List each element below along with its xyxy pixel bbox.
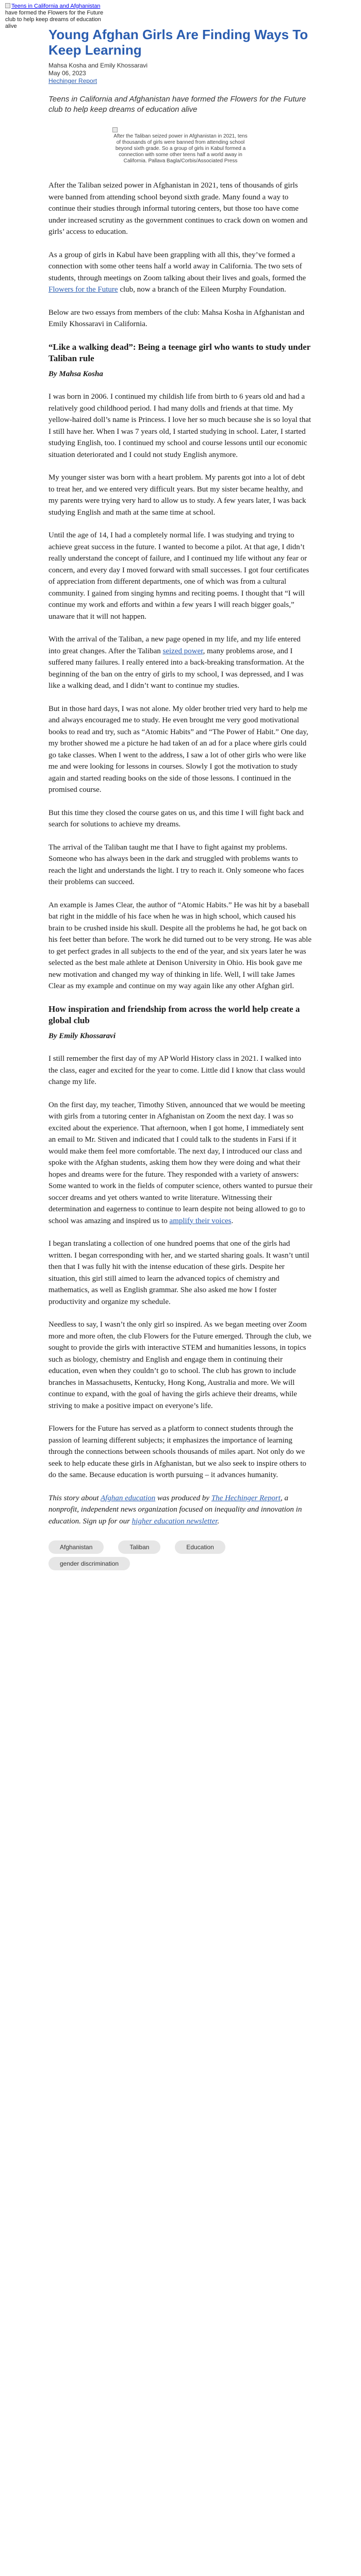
essay-byline: By Emily Khossaravi [48,1031,116,1040]
article-container [36,27,325,1567]
essay-paragraph: But this time they closed the course gates on us, and this time I will fight back and search for solutions to achieve my dreams. [48,808,304,828]
essay-paragraph: My younger sister was born with a heart problem. My parents got into a lot of debt to treat her, and we entered very difficult years. But my sister became healthy, and my parents were trying very hard to allow us to study. A few years later, I was back studying English and math at the same time at school. [48,473,306,517]
flowers-for-the-future-link[interactable]: Flowers for the Future [48,285,118,294]
essay-paragraph: Needless to say, I wasn’t the only girl so inspired. As we began meeting over Zoom more and more often, the club Flowers for the Future emerged. Through the club, we sought to provide the girls with interactive STEM and humanities lessons, in topics such as biology, chemistry and English and engage them in continuing their education, even when they couldn’t go to school. The club has grown to include branches in Massachusetts, Kentucky, Hong Kong, Australia and more. We will continue to expand, with the goal of having the girls achieve their dreams, while striving to make a positive impact on everyone’s life. [48,1320,311,1410]
header-image-alt-text: have formed the Flowers for the Future club to help keep dreams of education alive [5,10,104,29]
byline-block [48,62,313,85]
intro-paragraph: As a group of girls in Kabul have been grappling with all this, they’ve formed a connection with some other teens half a world away in California. The two sets of students, through meetings on Zoom talking about their lives and goals, formed the Flowers for the Future club, now a branch of the Eileen Murphy Foundation. [48,250,306,294]
article-body [36,180,325,1527]
hero-image-placeholder [112,126,249,133]
hero-figure [112,126,249,164]
essay-paragraph: Flowers for the Future has served as a platform to connect students through the passion of learning different subjects; it emphasizes the importance of learning through the connections between schools thousands of miles apart. Not only do we seek to help educate these girls in Afghanistan, but we also seek to inspire others to do the same. Because education is worth pursuing – it advances humanity. [48,1425,306,1479]
amplify-voices-link[interactable]: amplify their voices [169,1216,232,1225]
essay-paragraph: I still remember the first day of my AP World History class in 2021. I walked into the class, eager and excited for the year to come. Little did I know that class would change my life. [48,1055,305,1086]
hero-alt-text: After the Taliban seized power in Afghanistan in 2021, tens of thousands of girls were banned from attending school beyond sixth grade. So a group of girls in Kabul formed a connection with some other teens half a world away in California. [113,133,248,164]
essay-paragraph: An example is James Clear, the author of “Atomic Habits.” He was hit by a baseball bat right in the middle of his face when he was in high school, which caused his brain to be crushed inside his skull. Despite all the problems he had, he got back on his feet better than before. The work he did turned out to be very strong. He was able to get perfect grades in all subjects to the end of the year, and six years later he was selected as the best male athlete at Denison University in Ohio. His book gave me new motivation and changed my way of thinking in life. Well, I will take James Clear as my example and continue on my way again like any other Afghan girl. [48,901,311,990]
tag-chip[interactable]: Taliban [118,1540,160,1554]
essay-heading: How inspiration and friendship from across the world help create a global club [48,1004,300,1025]
article-title[interactable]: Young Afghan Girls Are Finding Ways To Keep Learning [48,27,308,58]
afghan-education-link[interactable]: Afghan education [101,1494,156,1502]
essay-paragraph: I was born in 2006. I continued my childish life from birth to 6 years old and had a relatively good childhood period. I had many dolls and friends at that time. My yellow-haired doll’s name is Princess. I love her so much because she is so loyal that I still have her. When I was 7 years old, I started studying in school. Later, I started studying English, too. I continued my school and course lessons until our economic situation deteriorated and I could not study English anymore. [48,393,311,459]
tag-list-extra [36,1560,325,1567]
essay-paragraph: On the first day, my teacher, Timothy Stiven, announced that we would be meeting with girls from a tutoring center in Afghanistan on Zoom the next day. I was so excited about the experience. That afternoon, when I got home, I immediately sent an email to Mr. Stiven and indicated that I could talk to the students in Farsi if it would make them feel more comfortable. The next day, I introduced our class and spoke with the Afghan students, asking them how they were doing and what their hopes and dreams were for the future. They responded with a variety of answers: Some wanted to work in the fields of computer science, others wanted to pursue their soccer dreams and yet others wanted to write literature. Witnessing their determination and eagerness to continue to learn despite not being allowed to go to school was amazing and inspired us to amplify their voices. [48,1100,313,1225]
broken-image-icon [112,127,118,132]
seized-power-link[interactable]: seized power [162,647,203,655]
essay-paragraph: But in those hard days, I was not alone. My older brother tried very hard to help me and always encouraged me to study. He even brought me very good motivational books to read and try, such as “Atomic Habits” and “The Power of Habit.” One day, my brother showed me a picture he had taken of an ad for a place where girls could go take classes. When I went to the address, I saw a lot of other girls who were like me and were looking for lessons in courses. Slowly I got the motivation to study again and started reading books on the side of those lessons. I continued in the promised course. [48,704,308,794]
essay-paragraph: With the arrival of the Taliban, a new page opened in my life, and my life entered into great changes. After the Taliban seized power, many problems arose, and I suffered many failures. I really entered into a back-breaking transformation. At the beginning of the ban on the entry of girls to my school, I was depressed, and I was like a walking dead, and I didn’t want to continue my studies. [48,635,304,690]
tag-chip[interactable]: gender discrimination [48,1557,130,1570]
intro-paragraph: Below are two essays from members of the club: Mahsa Kosha in Afghanistan and Emily Khossaravi in California. [48,308,305,328]
publish-date: May 06, 2023 [48,70,86,77]
intro-paragraph: After the Taliban seized power in Afghanistan in 2021, tens of thousands of girls were banned from attending school beyond sixth grade. Many found a way to continue their studies through informal tutoring centers, but those too have come under increased scrutiny as the government continues to crack down on women and girls’ access to education. [48,181,308,236]
hero-credit: Pallava Bagla/Corbis/Associated Press [148,158,238,164]
tag-chip[interactable]: Education [175,1540,225,1554]
newsletter-signup-link[interactable]: higher education newsletter [132,1517,218,1526]
essay-paragraph: Until the age of 14, I had a completely normal life. I was studying and trying to achieve great success in the future. I wanted to become a pilot. At that age, I didn’t really understand the concept of failure, and I continued my life without any fear or concern, and every day I moved forward with small successes. I got four certificates of appreciation from different departments, one of which was from a cultural community. I gained from singing hymns and reciting poems. I thought that “I will continue my work and efforts and within a few years I will reach bigger goals,” unaware that it will not happen. [48,531,309,621]
publisher-link[interactable]: Hechinger Report [48,77,97,84]
essay-paragraph: The arrival of the Taliban taught me that I have to fight against my problems. Someone who has always been in the dark and struggled with problems wants to reach the light and understands the light. I try to reach it. Only someone who faces their problems can succeed. [48,843,304,886]
header-image-link[interactable]: Teens in California and Afghanistan [11,3,101,9]
hechinger-report-link[interactable]: The Hechinger Report [211,1494,281,1502]
tag-list [36,1540,325,1554]
header-image-placeholder[interactable] [5,3,111,29]
hero-caption [112,133,249,164]
authors: Mahsa Kosha and Emily Khossaravi [48,62,148,69]
article-header [36,27,325,115]
broken-image-icon [5,3,10,8]
tag-chip[interactable]: Afghanistan [48,1540,104,1554]
essay-byline: By Mahsa Kosha [48,369,103,378]
essay-paragraph: I began translating a collection of one hundred poems that one of the girls had written. I began corresponding with her, and we started sharing goals. It wasn’t until then that I was fully hit with the intense education of these girls. Despite her situation, this girl still aimed to learn the advanced topics of chemistry and mathematics, as well as English grammar. She also asked me how I foster productivity and organize my schedule. [48,1240,309,1306]
story-credit: This story about Afghan education was produced by The Hechinger Report, a nonprofit, independent news organization focused on inequality and innovation in education. Sign up for our higher education newsletter. [48,1494,302,1526]
article-dek: Teens in California and Afghanistan have formed the Flowers for the Future club to help keep dreams of education alive [48,95,306,114]
essay-heading: “Like a walking dead”: Being a teenage girl who wants to study under Taliban rule [48,342,310,363]
